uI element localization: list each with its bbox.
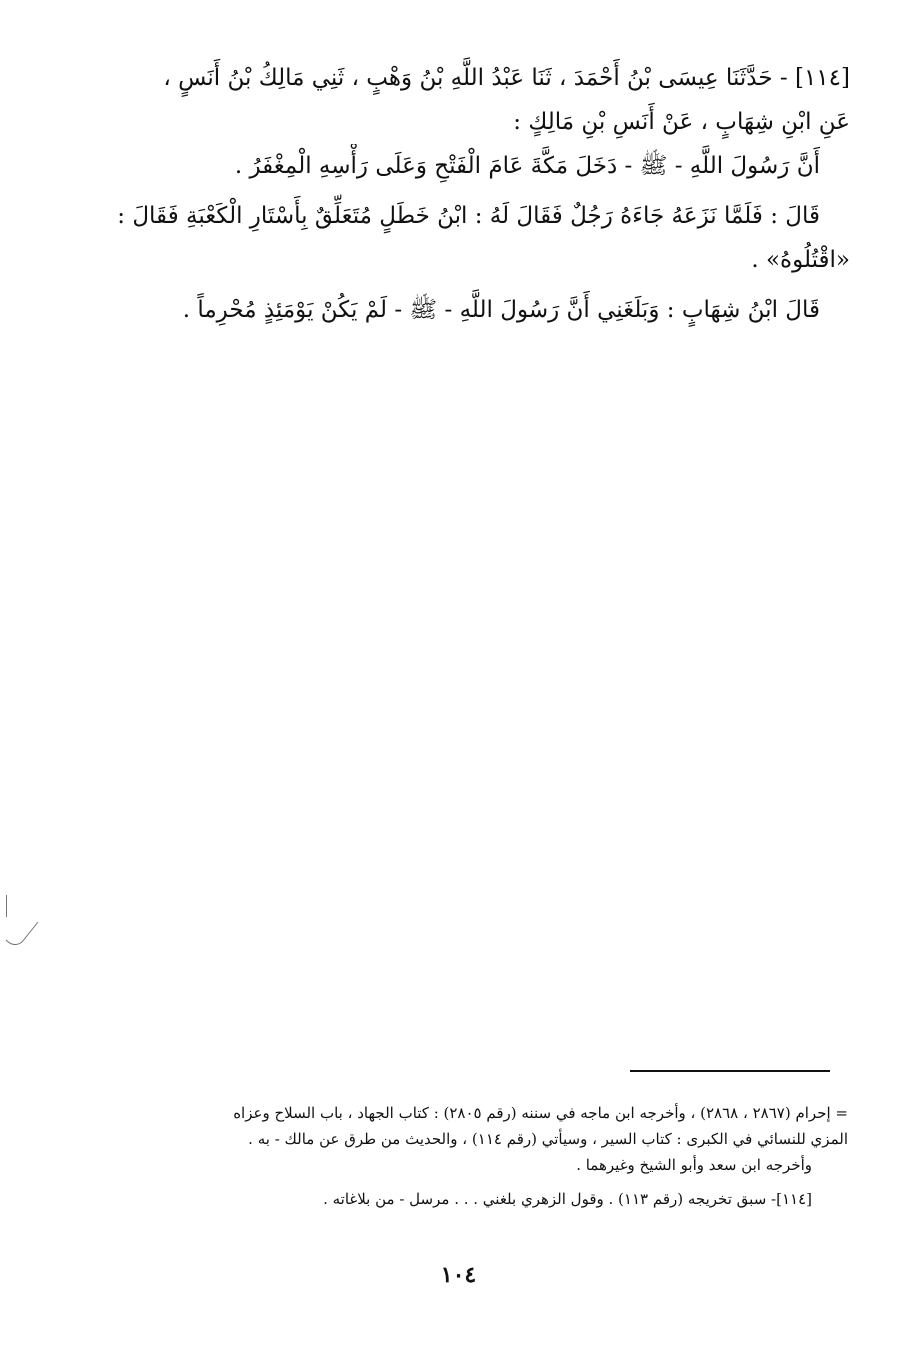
footnote-line: [١١٤]- سبق تخريجه (رقم ١١٣) . وقول الزهري بلغني . . . مرسل - من بلاغاته .: [323, 1190, 812, 1208]
footnotes: [86, 1100, 848, 1212]
footnote-line: = إحرام (٢٨٦٧ ، ٢٨٦٨) ، وأخرجه ابن ماجه في سننه (رقم ٢٨٠٥) : كتاب الجهاد ، باب السلاح وعزاه: [233, 1104, 848, 1122]
hadith-narration-line-1: قَالَ : فَلَمَّا نَزَعَهُ جَاءَهُ رَجُلٌ فَقَالَ لَهُ : ابْنُ خَطَلٍ مُتَعَلِّقٌ بِأَسْتَارِ الْكَعْبَةِ فَقَالَ :: [117, 203, 820, 229]
footnote-separator: [630, 1070, 830, 1072]
hadith-text: [80, 56, 850, 332]
hadith-isnad-line-1: [١١٤] - حَدَّثَنَا عِيسَى بْنُ أَحْمَدَ ، ثَنَا عَبْدُ اللَّهِ بْنُ وَهْبٍ ، ثَنِي مَالِكُ بْنُ أَنَسٍ ،: [163, 65, 850, 91]
page-number: ١٠٤: [440, 1262, 477, 1288]
scan-mark: [2, 910, 42, 950]
hadith-narration-line-2: «اقْتُلُوهُ» .: [751, 247, 850, 273]
hadith-matn: أَنَّ رَسُولَ اللَّهِ - ﷺ - دَخَلَ مَكَّةَ عَامَ الْفَتْحِ وَعَلَى رَأْسِهِ الْمِغْفَرُ .: [234, 153, 820, 179]
footnote-line: المزي للنسائي في الكبرى : كتاب السير ، وسيأتي (رقم ١١٤) ، والحديث من طرق عن مالك - به .: [248, 1130, 848, 1148]
footnote-line: وأخرجه ابن سعد وأبو الشيخ وغيرهما .: [576, 1156, 812, 1174]
ibn-shihab-statement: قَالَ ابْنُ شِهَابٍ : وَبَلَغَنِي أَنَّ رَسُولَ اللَّهِ - ﷺ - لَمْ يَكُنْ يَوْمَئِذٍ مُحْرِماً .: [182, 297, 820, 323]
hadith-isnad-line-2: عَنِ ابْنِ شِهَابٍ ، عَنْ أَنَسِ بْنِ مَالِكٍ :: [513, 109, 850, 135]
